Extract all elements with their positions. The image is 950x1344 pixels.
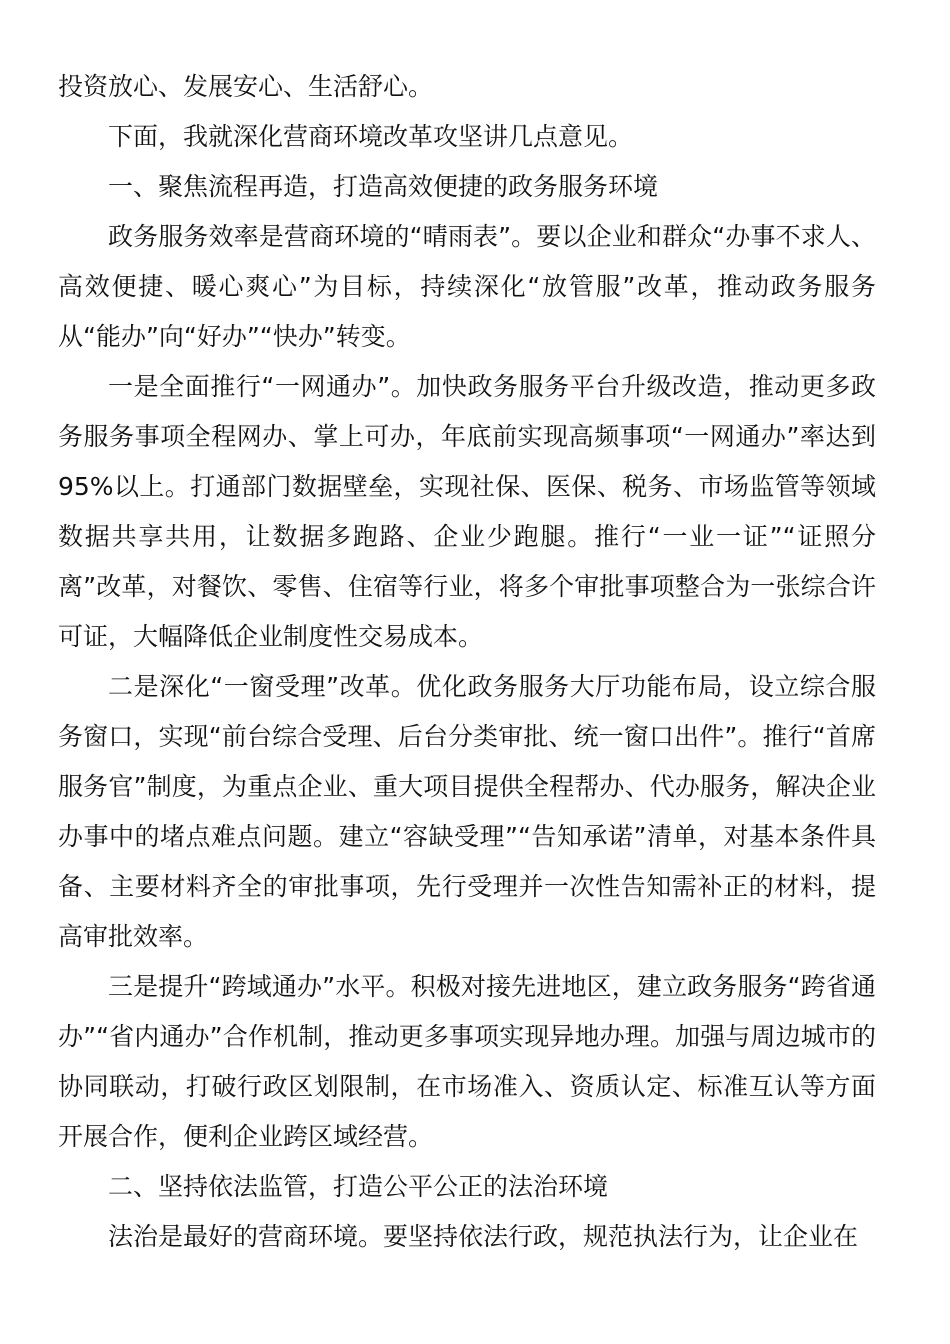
paragraph-item-2: 二是深化“一窗受理”改革。优化政务服务大厅功能布局，设立综合服务窗口，实现“前台综合受理、后台分类审批、统一窗口出件”。推行“首席服务官”制度，为重点企业、重大项目提供全程帮办、代办服务，解决企业办事中的堵点难点问题。建立“容缺受理”“告知承诺”清单，对基本条件具备、主要材料齐全的审批事项，先行受理并一次性告知需补正的材料，提高审批效率。 (58, 672, 876, 951)
document-body (58, 62, 876, 1262)
paragraph-item-3: 三是提升“跨域通办”水平。积极对接先进地区，建立政务服务“跨省通办”“省内通办”合作机制，推动更多事项实现异地办理。加强与周边城市的协同联动，打破行政区划限制，在市场准入、资质认定、标准互认等方面开展合作，便利企业跨区域经营。 (58, 972, 876, 1151)
paragraph-intro: 下面，我就深化营商环境改革攻坚讲几点意见。 (108, 122, 634, 151)
section-heading-1: 一、聚焦流程再造，打造高效便捷的政务服务环境 (108, 172, 659, 201)
section-heading-2: 二、坚持依法监管，打造公平公正的法治环境 (108, 1172, 609, 1201)
paragraph-item-1: 一是全面推行“一网通办”。加快政务服务平台升级改造，推动更多政务服务事项全程网办、掌上可办，年底前实现高频事项“一网通办”率达到95%以上。打通部门数据壁垒，实现社保、医保、税务、市场监管等领域数据共享共用，让数据多跑路、企业少跑腿。推行“一业一证”“证照分离”改革，对餐饮、零售、住宿等行业，将多个审批事项整合为一张综合许可证，大幅降低企业制度性交易成本。 (58, 372, 876, 651)
paragraph-section-2-overview: 法治是最好的营商环境。要坚持依法行政，规范执法行为，让企业在 (108, 1222, 859, 1251)
paragraph-continuation: 投资放心、发展安心、生活舒心。 (58, 72, 434, 101)
paragraph-section-1-overview: 政务服务效率是营商环境的“晴雨表”。要以企业和群众“办事不求人、高效便捷、暖心爽心”为目标，持续深化“放管服”改革，推动政务服务从“能办”向“好办”“快办”转变。 (58, 222, 876, 351)
